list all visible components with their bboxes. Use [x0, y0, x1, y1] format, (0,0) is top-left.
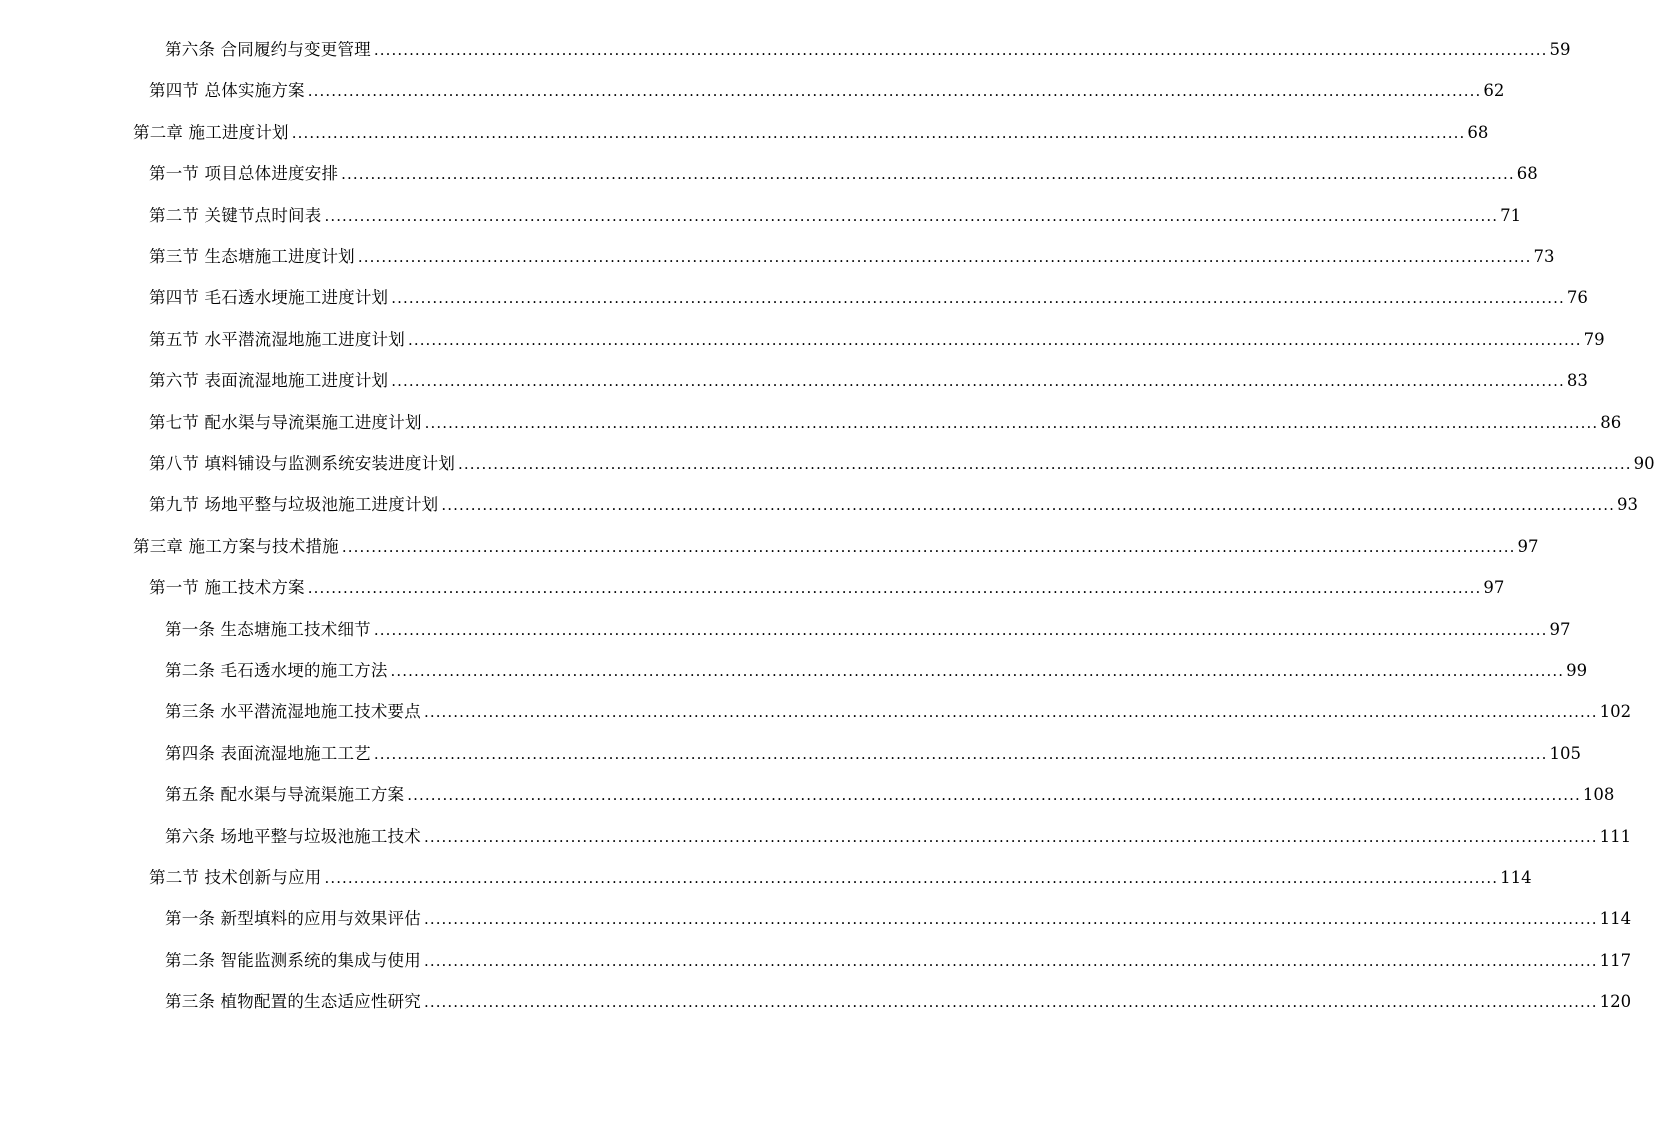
dot-leader: ........................................................................................................................................................................................................	[307, 82, 1482, 101]
dot-leader: ........................................................................................................................................................................................................	[341, 165, 1515, 184]
dot-leader: ........................................................................................................................................................................................................	[291, 123, 1466, 142]
toc-entry-page-number: 68	[1467, 122, 1489, 142]
toc-entry-page-number: 73	[1533, 247, 1555, 266]
toc-entry-section[interactable]	[149, 196, 1522, 226]
toc-entry-title: 第三条 水平潜流湿地施工技术要点	[165, 702, 421, 722]
toc-entry-chapter[interactable]	[133, 527, 1539, 557]
toc-entry-title: 第二节 技术创新与应用	[149, 868, 322, 887]
dot-leader: ........................................................................................................................................................................................................	[307, 579, 1482, 598]
toc-entry-title: 第六条 场地平整与垃圾池施工技术	[165, 826, 421, 846]
toc-entry-article[interactable]	[165, 817, 1632, 847]
toc-entry-page-number: 90	[1633, 454, 1655, 473]
toc-entry-page-number: 114	[1500, 868, 1532, 887]
dot-leader: ........................................................................................................................................................................................................	[391, 289, 1565, 308]
toc-entry-article[interactable]	[165, 610, 1571, 640]
dot-leader: ........................................................................................................................................................................................................	[407, 330, 1582, 349]
toc-entry-page-number: 59	[1549, 40, 1571, 59]
toc-entry-title: 第六条 合同履约与变更管理	[165, 40, 371, 59]
toc-entry-page-number: 68	[1516, 164, 1538, 184]
toc-entry-article[interactable]	[165, 899, 1632, 929]
toc-entry-section[interactable]	[149, 237, 1555, 267]
toc-entry-section[interactable]	[149, 858, 1532, 888]
toc-entry-page-number: 86	[1600, 412, 1622, 432]
toc-entry-chapter[interactable]	[133, 113, 1489, 143]
toc-entry-title: 第二章 施工进度计划	[133, 122, 289, 142]
dot-leader: ........................................................................................................................................................................................................	[441, 496, 1615, 515]
dot-leader: ........................................................................................................................................................................................................	[423, 951, 1598, 970]
dot-leader: ........................................................................................................................................................................................................	[423, 910, 1598, 929]
toc-entry-title: 第八节 填料铺设与监测系统安装进度计划	[149, 454, 456, 473]
toc-entry-title: 第七节 配水渠与导流渠施工进度计划	[149, 412, 422, 432]
toc-entry-article[interactable]	[165, 941, 1632, 971]
toc-entry-title: 第四节 毛石透水埂施工进度计划	[149, 288, 389, 308]
toc-entry-page-number: 108	[1582, 785, 1615, 805]
toc-entry-title: 第九节 场地平整与垃圾池施工进度计划	[149, 495, 439, 515]
toc-entry-title: 第四条 表面流湿地施工工艺	[165, 743, 371, 763]
toc-entry-page-number: 83	[1566, 371, 1588, 391]
toc-entry-page-number: 79	[1583, 329, 1605, 349]
toc-entry-section[interactable]	[149, 278, 1588, 308]
dot-leader: ........................................................................................................................................................................................................	[357, 248, 1532, 266]
dot-leader: ........................................................................................................................................................................................................	[407, 786, 1581, 805]
toc-entry-section[interactable]	[149, 485, 1638, 515]
toc-entry-article[interactable]	[165, 651, 1588, 681]
toc-entry-title: 第一条 新型填料的应用与效果评估	[165, 909, 421, 929]
dot-leader: ........................................................................................................................................................................................................	[341, 537, 1516, 556]
dot-leader: ........................................................................................................................................................................................................	[391, 372, 1565, 391]
toc-entry-title: 第三条 植物配置的生态适应性研究	[165, 992, 421, 1012]
toc-entry-section[interactable]	[149, 361, 1588, 391]
toc-entry-section[interactable]	[149, 444, 1655, 474]
toc-entry-page-number: 93	[1616, 495, 1638, 515]
toc-entry-title: 第三章 施工方案与技术措施	[133, 536, 339, 556]
toc-entry-title: 第六节 表面流湿地施工进度计划	[149, 371, 389, 391]
toc-entry-article[interactable]	[165, 982, 1632, 1012]
toc-entry-page-number: 120	[1599, 992, 1632, 1012]
toc-entry-page-number: 71	[1500, 205, 1522, 225]
toc-entry-article[interactable]	[165, 734, 1581, 764]
toc-entry-title: 第二条 智能监测系统的集成与使用	[165, 950, 421, 970]
toc-entry-title: 第四节 总体实施方案	[149, 81, 305, 101]
dot-leader: ........................................................................................................................................................................................................	[390, 662, 1565, 680]
dot-leader: ........................................................................................................................................................................................................	[423, 703, 1598, 722]
toc-entry-page-number: 111	[1599, 826, 1632, 846]
dot-leader: ........................................................................................................................................................................................................	[373, 744, 1548, 763]
toc-entry-section[interactable]	[149, 71, 1505, 101]
toc-entry-title: 第五节 水平潜流湿地施工进度计划	[149, 329, 405, 349]
toc-entry-page-number: 97	[1517, 536, 1539, 556]
dot-leader: ........................................................................................................................................................................................................	[373, 620, 1548, 639]
toc-entry-title: 第三节 生态塘施工进度计划	[149, 247, 355, 266]
toc-entry-title: 第一节 施工技术方案	[149, 578, 305, 598]
toc-entry-page-number: 97	[1483, 578, 1505, 598]
toc-entry-title: 第二条 毛石透水埂的施工方法	[165, 661, 388, 680]
dot-leader: ........................................................................................................................................................................................................	[458, 455, 1632, 473]
toc-entry-article[interactable]	[165, 30, 1571, 60]
toc-entry-section[interactable]	[149, 568, 1505, 598]
toc-entry-page-number: 76	[1566, 288, 1588, 308]
toc-entry-title: 第二节 关键节点时间表	[149, 205, 322, 225]
toc-entry-title: 第五条 配水渠与导流渠施工方案	[165, 785, 405, 805]
toc-entry-title: 第一节 项目总体进度安排	[149, 164, 339, 184]
toc-entry-section[interactable]	[149, 154, 1538, 184]
toc-entry-page-number: 114	[1599, 909, 1632, 929]
dot-leader: ........................................................................................................................................................................................................	[423, 827, 1598, 846]
dot-leader: ........................................................................................................................................................................................................	[324, 869, 1499, 887]
toc-entry-article[interactable]	[165, 692, 1632, 722]
toc-entry-title: 第一条 生态塘施工技术细节	[165, 619, 371, 639]
toc-entry-section[interactable]	[149, 403, 1622, 433]
toc-entry-article[interactable]	[165, 775, 1615, 805]
toc-entry-page-number: 105	[1549, 743, 1581, 763]
dot-leader: ........................................................................................................................................................................................................	[423, 993, 1598, 1012]
toc-entry-section[interactable]	[149, 320, 1605, 350]
toc-entry-page-number: 97	[1549, 619, 1571, 639]
dot-leader: ........................................................................................................................................................................................................	[373, 41, 1548, 59]
dot-leader: ........................................................................................................................................................................................................	[324, 206, 1499, 225]
dot-leader: ........................................................................................................................................................................................................	[424, 413, 1599, 432]
toc-entry-page-number: 102	[1599, 702, 1632, 722]
toc-entry-page-number: 62	[1483, 81, 1505, 101]
toc-entry-page-number: 117	[1599, 950, 1632, 970]
toc-entry-page-number: 99	[1566, 661, 1588, 680]
